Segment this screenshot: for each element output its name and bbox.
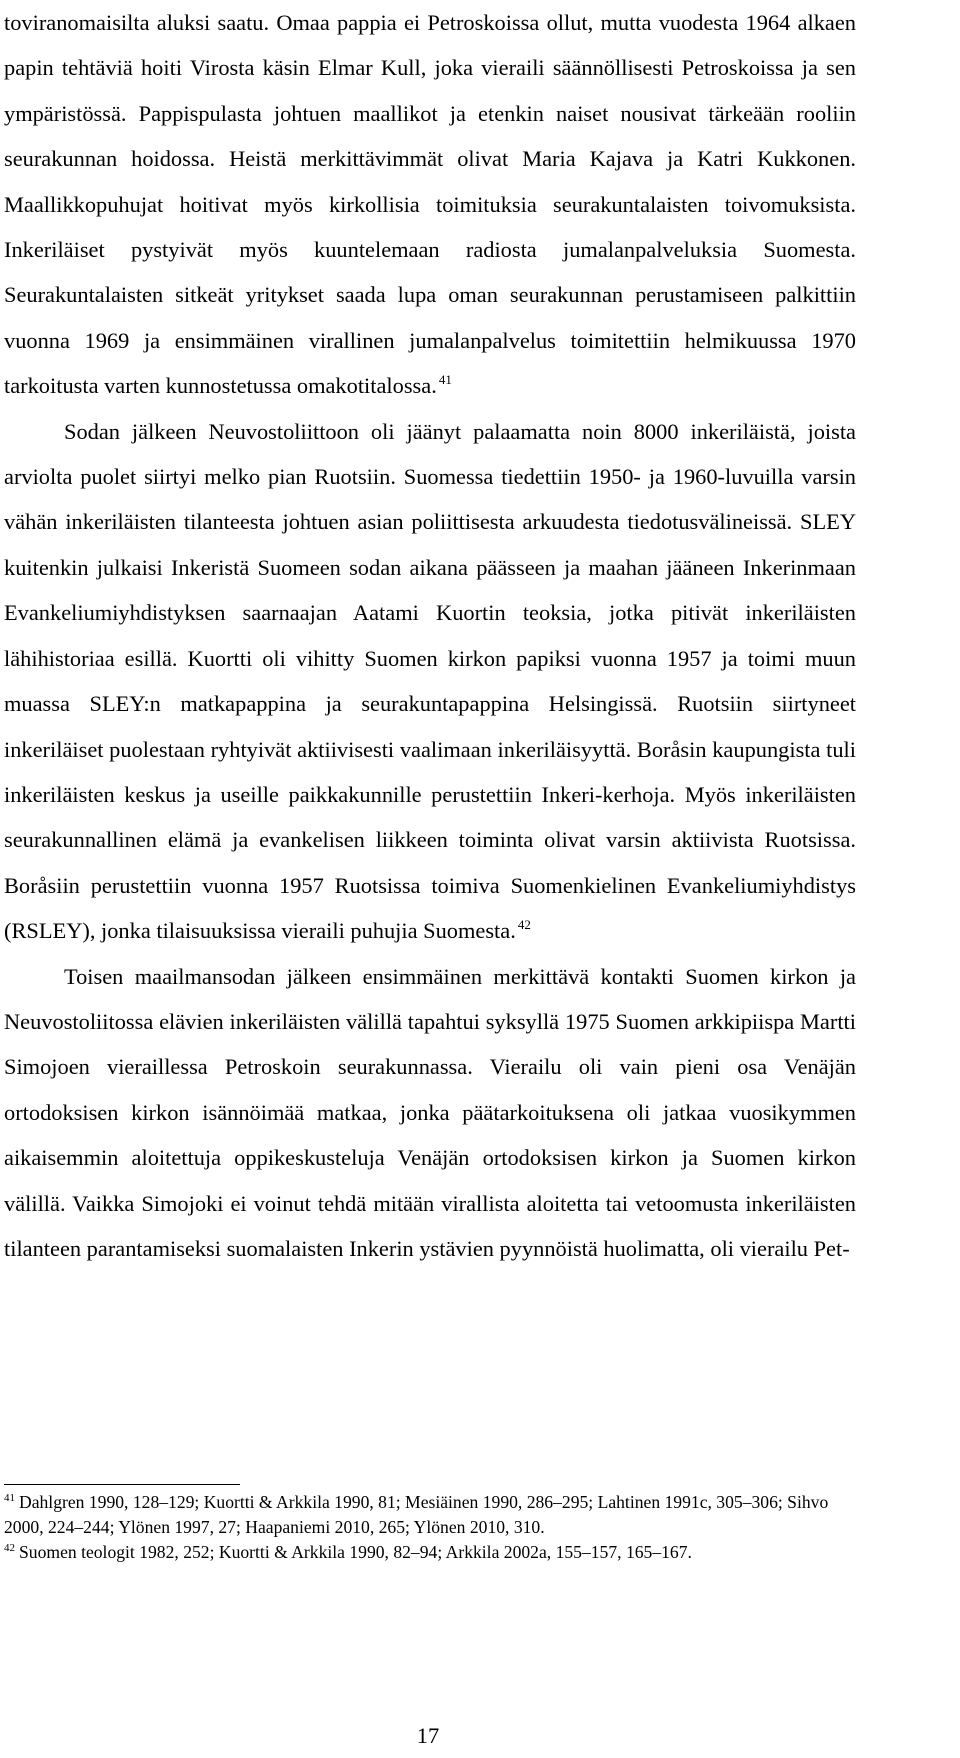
footnote-number: 41 (4, 1492, 15, 1505)
footnote-number: 42 (4, 1542, 15, 1555)
footnote-ref-41[interactable]: 41 (438, 372, 452, 388)
paragraph-1 (4, 0, 856, 409)
footnote-text: Suomen teologit 1982, 252; Kuortti & Arkkila 1990, 82–94; Arkkila 2002a, 155–157, 165–167. (19, 1542, 692, 1562)
footnote-42 (4, 1540, 856, 1565)
paragraph-2 (4, 409, 856, 954)
paragraph-3 (4, 954, 856, 1272)
footnotes (4, 1490, 856, 1565)
body-text (4, 0, 856, 1271)
footnote-ref-42[interactable]: 42 (517, 917, 531, 933)
paragraph-3-text: Toisen maailmansodan jälkeen ensimmäinen merkittävä kontakti Suomen kirkon ja Neuvostoliitossa elävien inkeriläisten välillä tapahtui syksyllä 1975 Suomen arkkipiispa Martti Simojoen vieraillessa Petroskoin seurakunnassa. Vierailu oli vain pieni osa Venäjän ortodoksisen kirkon isännöimää matkaa, jonka päätarkoituksena oli jatkaa vuosikymmen aikaisemmin aloitettuja oppikeskusteluja Venäjän ortodoksisen kirkon ja Suomen kirkon välillä. Vaikka Simojoki ei voinut tehdä mitään virallista aloitetta tai vetoomusta inkeriläisten tilanteen parantamiseksi suomalaisten Inkerin ystävien pyynnöistä huolimatta, oli vierailu Pet- (4, 963, 856, 1261)
footnote-text: Dahlgren 1990, 128–129; Kuortti & Arkkila 1990, 81; Mesiäinen 1990, 286–295; Lahtinen 1991c, 305–306; Sihvo 2000, 224–244; Ylönen 1997, 27; Haapaniemi 2010, 265; Ylönen 2010, 310. (4, 1492, 829, 1537)
footnote-41 (4, 1490, 856, 1540)
footnote-divider (4, 1484, 240, 1485)
page-number: 17 (416, 1723, 440, 1748)
paragraph-2-text: Sodan jälkeen Neuvostoliittoon oli jäänyt palaamatta noin 8000 inkeriläistä, joista arviolta puolet siirtyi melko pian Ruotsiin. Suomessa tiedettiin 1950- ja 1960-luvuilla varsin vähän inkeriläisten tilanteesta johtuen asian poliittisesta arkuudesta tiedotusvälineissä. SLEY kuitenkin julkaisi Inkeristä Suomeen sodan aikana päässeen ja maahan jääneen Inkerinmaan Evankeliumiyhdistyksen saarnaajan Aatami Kuortin teoksia, jotka pitivät inkeriläisten lähihistoriaa esillä. Kuortti oli vihitty Suomen kirkon papiksi vuonna 1957 ja toimi muun muassa SLEY:n matkapappina ja seurakuntapappina Helsingissä. Ruotsiin siirtyneet inkeriläiset puolestaan ryhtyivät aktiivisesti vaalimaan inkeriläisyyttä. Boråsin kaupungista tuli inkeriläisten keskus ja useille paikkakunnille perustettiin Inkeri-kerhoja. Myös inkeriläisten seurakunnallinen elämä ja evankelisen liikkeen toiminta olivat varsin aktiivista Ruotsissa. Boråsiin perustettiin vuonna 1957 Ruotsissa toimiva Suomenkielinen Evankeliumiyhdistys (RSLEY), jonka tilaisuuksissa vieraili puhujia Suomesta. (4, 418, 856, 944)
paragraph-1-text: toviranomaisilta aluksi saatu. Omaa pappia ei Petroskoissa ollut, mutta vuodesta 1964 alkaen papin tehtäviä hoiti Virosta käsin Elmar Kull, joka vieraili säännöllisesti Petroskoissa ja sen ympäristössä. Pappispulasta johtuen maallikot ja etenkin naiset nousivat tärkeään rooliin seurakunnan hoidossa. Heistä merkittävimmät olivat Maria Kajava ja Katri Kukkonen. Maallikkopuhujat hoitivat myös kirkollisia toimituksia seurakuntalaisten toivomuksista. Inkeriläiset pystyivät myös kuuntelemaan radiosta jumalanpalveluksia Suomesta. Seurakuntalaisten sitkeät yritykset saada lupa oman seurakunnan perustamiseen palkittiin vuonna 1969 ja ensimmäinen virallinen jumalanpalvelus toimitettiin helmikuussa 1970 tarkoitusta varten kunnostetussa omakotitalossa. (4, 10, 856, 399)
